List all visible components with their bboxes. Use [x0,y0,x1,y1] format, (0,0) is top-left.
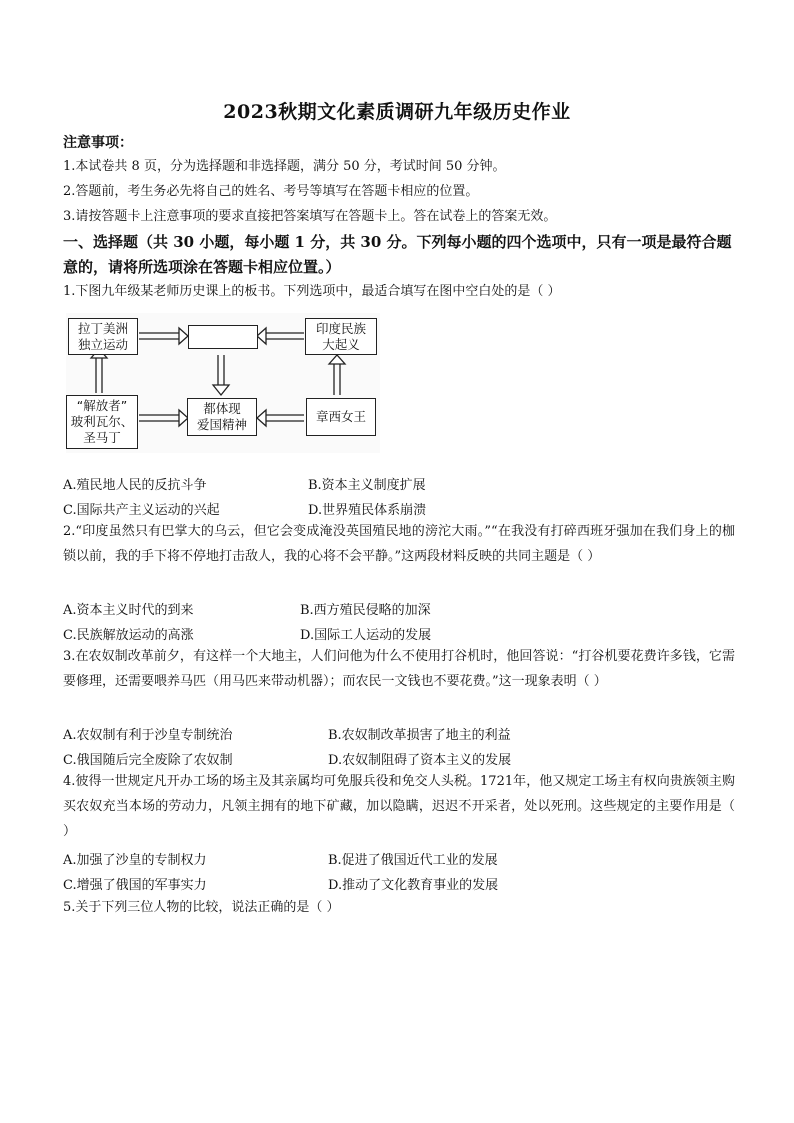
question-stem-3: 3.在农奴制改革前夕，有这样一个大地主，人们问他为什么不使用打谷机时，他回答说：“打谷机要花费许多钱，它需要修理，还需要喂养马匹（用马匹来带动机器）；而农民一文钱也不要花费。”这一现象表明（ ） [63,649,735,689]
option-2a: A.资本主义时代的到来 [63,603,194,618]
question-stem-4: 4.彼得一世规定凡开办工场的场主及其亲属均可免服兵役和免交人头税。1721年，他又规定工场主有权向贵族领主购买农奴充当本场的劳动力，凡领主拥有的地下矿藏，加以隐瞒，迟迟不开采者，处以死刑。这些规定的主要作用是（ ） [63,774,735,839]
box-blank [188,325,258,349]
option-3a: A.农奴制有利于沙皇专制统治 [63,728,233,743]
option-2b: B.西方殖民侵略的加深 [300,603,431,618]
option-3d: D.农奴制阻碍了资本主义的发展 [328,753,512,768]
question-stem-5: 5.关于下列三位人物的比较，说法正确的是（ ） [63,900,340,915]
notice-item: 1.本试卷共 8 页，分为选择题和非选择题，满分 50 分，考试时间 50 分钟。 [63,159,506,174]
option-1d: D.世界殖民体系崩溃 [308,503,427,518]
option-2d: D.国际工人运动的发展 [300,628,432,643]
question-stem-1: 1.下图九年级某老师历史课上的板书。下列选项中，最适合填写在图中空白处的是（ ） [63,284,561,299]
box-patriotism: 都体现 爱国精神 [187,398,257,436]
option-4a: A.加强了沙皇的专制权力 [63,853,207,868]
option-2c: C.民族解放运动的高涨 [63,628,194,643]
notice-heading: 注意事项： [63,135,133,151]
page-title: 2023秋期文化素质调研九年级历史作业 [223,101,571,123]
blackboard-diagram [66,313,380,453]
box-india: 印度民族 大起义 [305,318,377,355]
option-1b: B.资本主义制度扩展 [308,478,426,493]
box-zhangxi: 章西女王 [306,398,376,436]
notice-item: 3.请按答题卡上注意事项的要求直接把答案填写在答题卡上。答在试卷上的答案无效。 [63,209,557,224]
option-1a: A.殖民地人民的反抗斗争 [63,478,207,493]
notice-item: 2.答题前，考生务必先将自己的姓名、考号等填写在答题卡相应的位置。 [63,184,479,199]
option-3b: B.农奴制改革损害了地主的利益 [328,728,511,743]
option-3c: C.俄国随后完全废除了农奴制 [63,753,233,768]
option-4b: B.促进了俄国近代工业的发展 [328,853,498,868]
box-latin-america: 拉丁美洲 独立运动 [68,318,138,355]
question-stem-2: 2.“印度虽然只有巴掌大的乌云，但它会变成淹没英国殖民地的滂沱大雨。”“在我没有打碎西班牙强加在我们身上的枷锁以前，我的手下将不停地打击敌人，我的心将不会平静。”这两段材料反映的共同主题是（ ） [63,524,735,564]
section-heading: 一、选择题（共 30 小题，每小题 1 分，共 30 分。下列每小题的四个选项中，只有一项是最符合题意的，请将所选项涂在答题卡相应位置。） [63,233,732,276]
option-4c: C.增强了俄国的军事实力 [63,878,207,893]
option-1c: C.国际共产主义运动的兴起 [63,503,220,518]
option-4d: D.推动了文化教育事业的发展 [328,878,499,893]
box-liberators: “解放者” 玻利瓦尔、 圣马丁 [66,395,138,449]
